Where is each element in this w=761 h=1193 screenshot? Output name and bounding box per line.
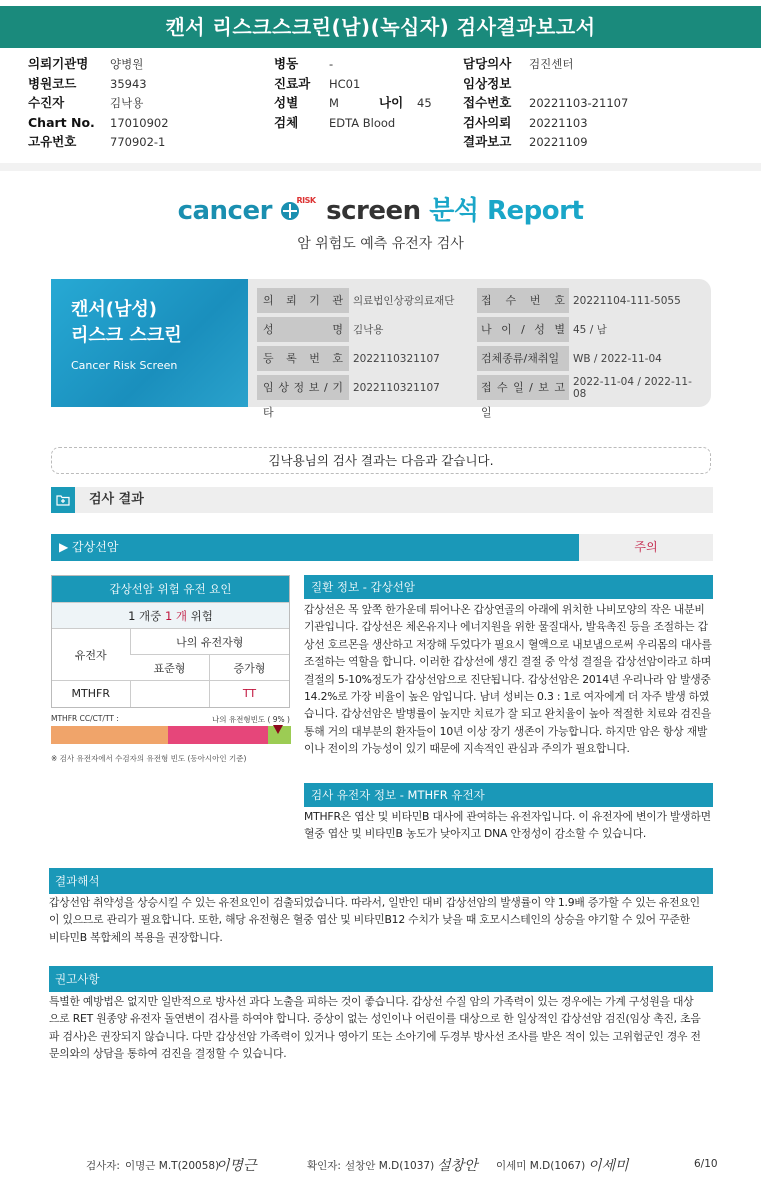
header-value: HC01 (329, 76, 361, 91)
card-row (257, 315, 703, 344)
risk-table-title: 갑상선암 위험 유전 요인 (52, 576, 289, 602)
age-label: 나이 (379, 95, 404, 110)
logo-risk: RISK (296, 196, 316, 205)
standard-header: 표준형 (130, 655, 209, 681)
section-header (51, 487, 713, 513)
header-value: 김낙용 (110, 96, 144, 110)
frequency-note: ※ 검사 유전자에서 수검자의 유전형 빈도 (동아시아인 기준) (51, 754, 247, 763)
status-badge: 주의 (634, 540, 658, 554)
header-value: EDTA Blood (329, 115, 396, 130)
increased-header: 증가형 (209, 655, 289, 681)
logo-report: 분석 Report (429, 196, 584, 226)
disease-info-text: 갑상선은 목 앞쪽 한가운데 튀어나온 갑상연골의 아래에 위치한 나비모양의 작은 내분비기관입니다. 갑상선은 체온유지나 에너지원을 위한 물질대사, 발육촉진 등을 조절하는 갑상선 호르몬을 생산하고 저장해 두었다가 필요시 혈액으로 내보냄으로써 우리몸의 대사를 조절하는 역할을 합니다. 이러한 갑상선에 생긴 결절 중 악성 결절을 갑상선암이라고 하며 결절의 5-10%정도가 갑상선암으로 진단됩니다. 갑상선암은 2014년 우리나라 암 발생중 14.2%로 가장 비율이 높은 암입니다. 남녀 성비는 0.3 : 1로 여자에게 더 자주 발생 하였습니다. 갑상선암은 발병률이 높지만 치료가 잘 되고 완치율이 높아 적절한 치료와 검진을 통해 거의 대부분의 환자들이 10년 이상 장기 생존이 가능합니다. 하지만 암은 항상 재발이나 전이의 가능성이 있기 때문에 지속적인 관심과 주의가 필요합니다. (304, 603, 712, 756)
header-label: 성별 (274, 95, 299, 110)
genotype-frequency-bar (51, 726, 291, 744)
freq-segment-cc (51, 726, 168, 744)
risk-summary (52, 602, 289, 628)
doctor-signature: 이세미 (588, 1158, 629, 1174)
header-col-1 (28, 54, 169, 152)
card-english-title: Cancer Risk Screen (71, 359, 178, 372)
card-label: 의 뢰 기 관 (257, 288, 349, 313)
freq-segment-ct (168, 726, 268, 744)
interpretation-title: 결과해석 (49, 868, 713, 894)
card-value: 2022-11-04 / 2022-11-08 (573, 375, 692, 400)
logo-cancer: cancer (177, 196, 272, 226)
gene-name: MTHFR (52, 681, 130, 707)
tester-label: 검사자: (86, 1160, 120, 1172)
header-value: 17010902 (110, 115, 169, 130)
recommendation-title: 권고사항 (49, 966, 713, 992)
header-label: 결과보고 (463, 134, 512, 149)
gene-col-header: 유전자 (52, 629, 130, 681)
header-label: 병원코드 (28, 75, 77, 91)
card-label: 검체종류/채취일 (477, 346, 569, 371)
card-value: WB / 2022-11-04 (573, 352, 662, 365)
header-label: 접수번호 (463, 95, 512, 110)
card-label: 접 수 번 호 (477, 288, 569, 313)
header-label: 병동 (274, 56, 299, 71)
doctor-name: 이세미 M.D(1067) (496, 1160, 586, 1172)
summary-post: 위험 (187, 609, 213, 623)
card-label: 나 이 / 성 별 (477, 317, 569, 342)
disease-info-title: 질환 정보 - 갑상선암 (304, 575, 713, 599)
header-label: 진료과 (274, 75, 311, 91)
card-value: 김낙용 (353, 324, 384, 336)
card-info-table (257, 286, 703, 419)
card-row (257, 286, 703, 315)
header-label: 검체 (274, 114, 299, 130)
header-value: M (329, 96, 339, 110)
report-title: 캔서 리스크스크린(남)(녹십자) 검사결과보고서 (0, 6, 761, 48)
card-row (257, 373, 703, 419)
card-label: 등 록 번 호 (257, 346, 349, 371)
summary-count: 1 개 (164, 609, 188, 623)
header-label: 검사의뢰 (463, 114, 512, 130)
card-title-panel (51, 279, 248, 407)
header-value: 20221103-21107 (529, 96, 629, 110)
card-title-line1: 캔서(남성) (71, 299, 158, 320)
category-label: ▶ 갑상선암 (51, 534, 579, 561)
card-value: 45 / 남 (573, 324, 607, 336)
header-label: 수진자 (28, 95, 65, 110)
increased-value: TT (209, 681, 289, 707)
verifier-label: 확인자: (307, 1160, 341, 1172)
header-label: 고유번호 (28, 134, 77, 149)
patient-card (51, 279, 711, 419)
cancer-screen-logo (0, 190, 761, 227)
header-value: 20221109 (529, 135, 588, 149)
frequency-left-label: MTHFR CC/CT/TT : (51, 714, 119, 723)
gene-info-text: MTHFR은 엽산 및 비타민B 대사에 관여하는 유전자입니다. 이 유전자에 변이가 발생하면 혈중 엽산 및 비타민B 농도가 낮아지고 DNA 안정성이 감소할 수 있습니다. (304, 810, 711, 841)
header-value: 양병원 (110, 57, 144, 71)
card-row (257, 344, 703, 373)
my-frequency-marker-icon (273, 725, 283, 734)
verifier-signature: 설창안 (437, 1158, 478, 1174)
interpretation-text: 갑상선암 취약성을 상승시킬 수 있는 유전요인이 검출되었습니다. 따라서, 일반인 대비 갑상선암의 발생률이 약 1.9배 증가할 수 있는 유전요인이 있으므로 관리가 필요합니다. 또한, 해당 유전형은 혈중 엽산 및 비타민B12 수치가 낮을 때 호모시스테인의 상승을 야기할 수 있어 꾸준한 비타민B 복합체의 복용을 권장합니다. (49, 896, 700, 944)
logo-dot-icon (281, 202, 299, 220)
divider (0, 163, 761, 171)
report-subtitle: 암 위험도 예측 유전자 검사 (297, 236, 464, 252)
header-value: 20221103 (529, 115, 588, 130)
header-label: 담당의사 (463, 56, 512, 71)
header-label: Chart No. (28, 114, 95, 130)
card-label: 접 수 일 / 보 고 일 (477, 375, 569, 400)
header-label: 임상정보 (463, 75, 512, 91)
summary-pre: 1 개중 (128, 609, 165, 623)
header-col-2 (274, 54, 432, 132)
card-label: 임 상 정 보 / 기 타 (257, 375, 349, 400)
recommendation-text: 특별한 예방법은 없지만 일반적으로 방사선 과다 노출을 피하는 것이 좋습니다. 갑상선 수질 암의 가족력이 있는 경우에는 가계 구성원을 대상으로 RET 원종양 유전자 돌연변이 검사를 하여야 합니다. 증상이 없는 성인이나 어린이를 대상으로 한 일상적인 갑상선암 검진(임상 촉진, 초음파 검사)은 권장되지 않습니다. 다만 갑상선암 가족력이 있거나 영아기 또는 소아기에 두경부 방사선 조사를 받은 적이 있는 고위험군인 경우 전문의와의 상담을 통하여 검진을 결정할 수 있습니다. (49, 995, 701, 1061)
card-value: 20221104-111-5055 (573, 294, 681, 307)
section-title: 검사 결과 (89, 492, 144, 507)
logo-screen: screen (326, 196, 421, 226)
header-value: 770902-1 (110, 135, 166, 149)
folder-plus-icon (51, 487, 75, 513)
result-message: 김낙용님의 검사 결과는 다음과 같습니다. (51, 447, 711, 474)
header-col-3 (463, 54, 628, 152)
card-value: 의료법인상광의료재단 (353, 295, 455, 307)
card-value: 2022110321107 (353, 352, 440, 365)
my-genotype-header: 나의 유전자형 (130, 629, 289, 655)
header-label: 의뢰기관명 (28, 56, 89, 71)
page-number: 6/10 (694, 1158, 718, 1170)
card-label: 성 명 (257, 317, 349, 342)
header-value: 검진센터 (529, 57, 574, 71)
tester-signature: 이명근 (216, 1158, 257, 1174)
verifier-name: 설창안 M.D(1037) (345, 1160, 435, 1172)
risk-factor-table (51, 575, 290, 708)
genotype-table (52, 628, 289, 707)
category-bar (51, 534, 713, 561)
gene-info-title: 검사 유전자 정보 - MTHFR 유전자 (304, 783, 713, 807)
tester-name: 이명근 M.T(20058) (125, 1160, 220, 1172)
header-value: 35943 (110, 76, 147, 91)
header-value: - (329, 57, 334, 71)
card-title-line2: 리스크 스크린 (71, 325, 182, 346)
frequency-right-label: 나의 유전형빈도 ( 9% ) (211, 715, 290, 724)
card-value: 2022110321107 (353, 381, 440, 394)
standard-value (130, 681, 209, 707)
frequency-labels (51, 714, 290, 723)
patient-header (0, 54, 761, 154)
age-value: 45 (417, 96, 432, 110)
